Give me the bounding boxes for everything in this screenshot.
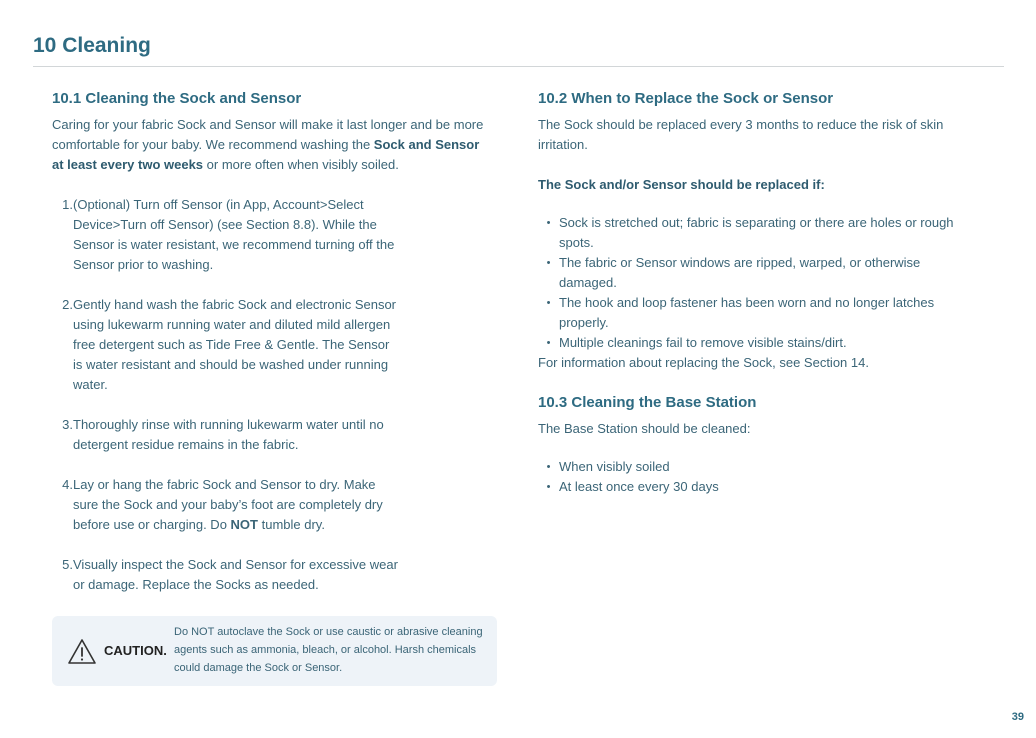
- section-10-3-intro: The Base Station should be cleaned:: [538, 421, 751, 436]
- bullet-text: At least once every 30 days: [559, 479, 719, 494]
- chapter-divider: [33, 66, 1004, 67]
- warning-triangle-icon: [67, 638, 97, 665]
- section-10-2-intro: The Sock should be replaced every 3 months to reduce the risk of skin irritation.: [538, 117, 944, 152]
- replace-conditions-list: [538, 213, 978, 353]
- step-text: [73, 475, 400, 535]
- bullet-dot-icon: •: [546, 461, 551, 473]
- list-item: [52, 415, 492, 455]
- list-item: [52, 195, 492, 275]
- list-item: [52, 475, 492, 535]
- chapter-title: 10 Cleaning: [33, 34, 151, 57]
- bullet-text: The hook and loop fastener has been worn and no longer latches properly.: [559, 295, 935, 330]
- bullet-dot-icon: •: [546, 217, 551, 229]
- list-item: [538, 477, 978, 497]
- left-column: [52, 90, 492, 615]
- section-heading-10-3: 10.3 Cleaning the Base Station: [538, 394, 757, 411]
- caution-label: CAUTION.: [104, 643, 167, 658]
- bullet-dot-icon: •: [546, 337, 551, 349]
- section-heading-10-1: 10.1 Cleaning the Sock and Sensor: [52, 90, 302, 107]
- intro-text: Caring for your fabric Sock and Sensor will make it last longer and be more comfortable for your baby. We recommend washing the: [52, 117, 484, 152]
- step-number: 3.: [62, 417, 73, 432]
- step-number: 1.: [62, 197, 73, 212]
- step-text: Visually inspect the Sock and Sensor for excessive wear or damage. Replace the Socks as needed.: [73, 557, 398, 592]
- bullet-dot-icon: •: [546, 297, 551, 309]
- list-item: [52, 295, 492, 395]
- intro-text-end: or more often when visibly soiled.: [203, 157, 399, 172]
- bullet-text: When visibly soiled: [559, 459, 670, 474]
- intro-emphasis: Sock and Sensor at least every two weeks: [52, 137, 480, 172]
- step-text-end: tumble dry.: [258, 517, 325, 532]
- step-text: Thoroughly rinse with running lukewarm water until no detergent residue remains in the fabric.: [73, 417, 384, 452]
- replacement-reference: For information about replacing the Sock, see Section 14.: [538, 355, 869, 370]
- list-item: [538, 213, 978, 253]
- section-10-1-intro: [52, 115, 492, 175]
- step-text: Gently hand wash the fabric Sock and electronic Sensor using lukewarm running water and diluted mild allergen free detergent such as Tide Free & Gentle. The Sensor is water resistant and should be washed under running water.: [73, 297, 397, 392]
- cleaning-steps-list: [52, 195, 492, 595]
- list-item: [52, 555, 492, 595]
- list-item: [538, 293, 978, 333]
- list-item: [538, 457, 978, 477]
- page-number: 39: [1011, 711, 1024, 723]
- caution-message: Do NOT autoclave the Sock or use caustic or abrasive cleaning agents such as ammonia, bleach, or alcohol. Harsh chemicals could damage the Sock or Sensor.: [174, 626, 483, 674]
- step-number: 2.: [62, 297, 73, 312]
- list-item: [538, 333, 978, 353]
- step-number: 5.: [62, 557, 73, 572]
- step-number: 4.: [62, 477, 73, 492]
- bullet-dot-icon: •: [546, 257, 551, 269]
- replace-conditions-heading: The Sock and/or Sensor should be replaced if:: [538, 177, 825, 192]
- right-column: [538, 90, 978, 497]
- bullet-text: Sock is stretched out; fabric is separating or there are holes or rough spots.: [559, 215, 954, 250]
- bullet-text: Multiple cleanings fail to remove visible stains/dirt.: [559, 335, 847, 350]
- bullet-dot-icon: •: [546, 481, 551, 493]
- base-station-cleaning-list: [538, 457, 978, 497]
- step-text: (Optional) Turn off Sensor (in App, Account>Select Device>Turn off Sensor) (see Section 8.8). While the Sensor is water resistant, we recommend turning off the Sensor prior to washing.: [73, 197, 395, 272]
- step-text-emphasis: NOT: [230, 517, 258, 532]
- caution-box: [52, 616, 497, 686]
- step-text-start: Lay or hang the fabric Sock and Sensor to dry. Make sure the Sock and your baby’s foot are completely dry before use or charging. Do: [73, 477, 383, 532]
- bullet-text: The fabric or Sensor windows are ripped, warped, or otherwise damaged.: [559, 255, 921, 290]
- list-item: [538, 253, 978, 293]
- section-heading-10-2: 10.2 When to Replace the Sock or Sensor: [538, 90, 834, 107]
